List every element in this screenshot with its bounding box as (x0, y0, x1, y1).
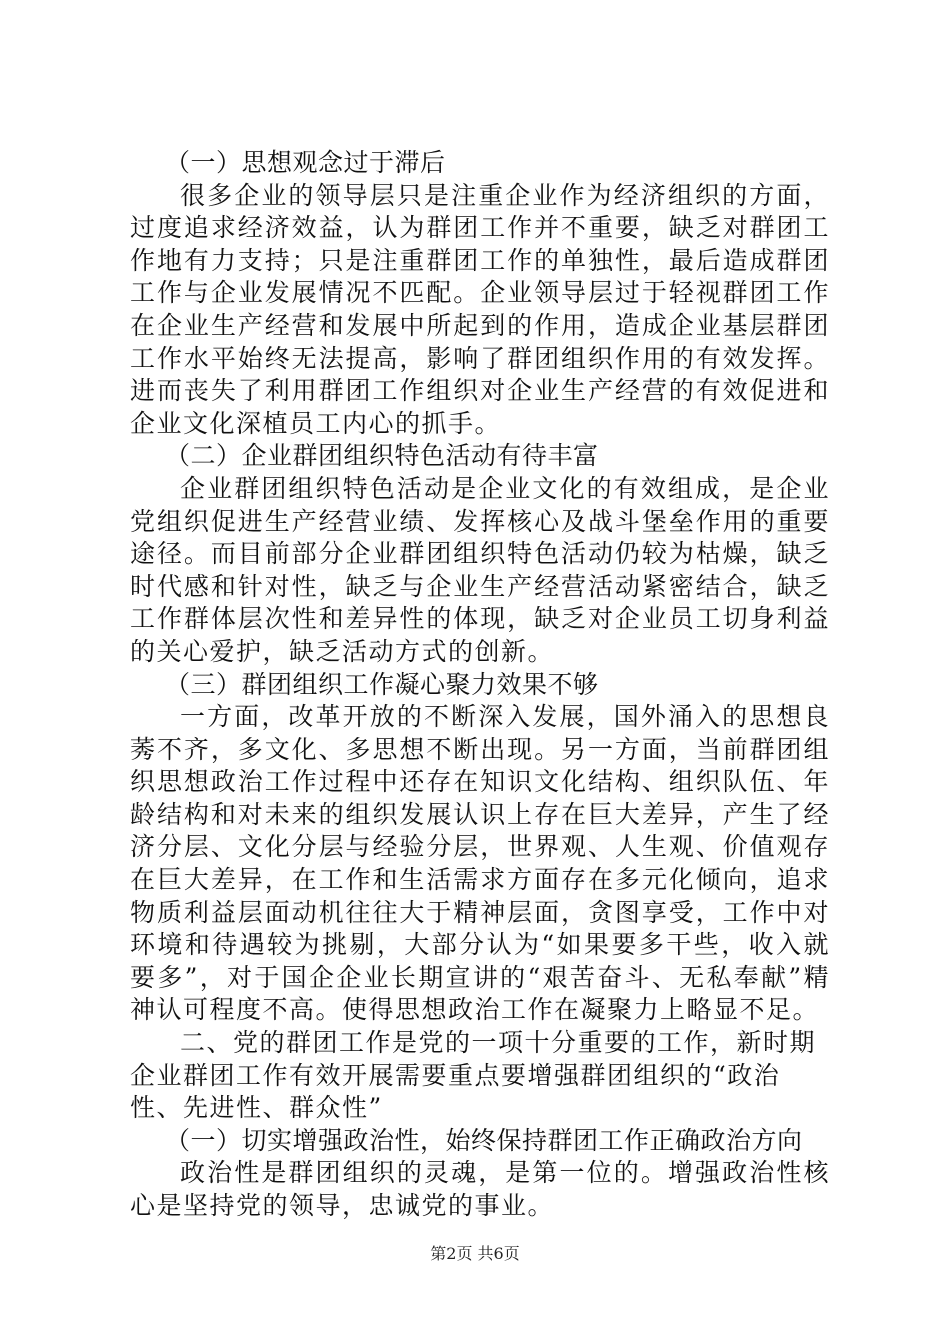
body-paragraph-2: 企业群团组织特色活动是企业文化的有效组成，是企业党组织促进生产经营业绩、发挥核心及战斗堡垒作用的重要途径。而目前部分企业群团组织特色活动仍较为枯燥，缺乏时代感和针对性，缺乏与企业生产经营活动紧密结合，缺乏工作群体层次性和差异性的体现，缺乏对企业员工切身利益的关心爱护，缺乏活动方式的创新。 (130, 473, 830, 666)
section-heading-2: （二）企业群团组织特色活动有待丰富 (165, 441, 599, 471)
body-paragraph-1: 很多企业的领导层只是注重企业作为经济组织的方面，过度追求经济效益，认为群团工作并不重要，缺乏对群团工作地有力支持；只是注重群团工作的单独性，最后造成群团工作与企业发展情况不匹配。企业领导层过于轻视群团工作在企业生产经营和发展中所起到的作用，造成企业基层群团工作水平始终无法提高，影响了群团组织作用的有效发挥。进而丧失了利用群团工作组织对企业生产经营的有效促进和企业文化深植员工内心的抓手。 (130, 180, 830, 438)
section-heading-4: （一）切实增强政治性，始终保持群团工作正确政治方向 (165, 1125, 803, 1155)
body-paragraph-4: 政治性是群团组织的灵魂，是第一位的。增强政治性核心是坚持党的领导，忠诚党的事业。 (130, 1158, 830, 1220)
section-heading-3: （三）群团组织工作凝心聚力效果不够 (165, 669, 599, 699)
document-body (130, 147, 830, 1223)
page-number-footer: 第2页 共6页 (430, 1244, 520, 1263)
section-heading-1: （一）思想观念过于滞后 (165, 148, 446, 177)
chapter-heading-2: 二、党的群团工作是党的一项十分重要的工作，新时期企业群团工作有效开展需要重点要增强群团组织的“政治性、先进性、群众性” (130, 1028, 817, 1123)
body-paragraph-3: 一方面，改革开放的不断深入发展，国外涌入的思想良莠不齐，多文化、多思想不断出现。另一方面，当前群团组织思想政治工作过程中还存在知识文化结构、组织队伍、年龄结构和对未来的组织发展认识上存在巨大差异，产生了经济分层、文化分层与经验分层，世界观、人生观、价值观存在巨大差异，在工作和生活需求方面存在多元化倾向，追求物质利益层面动机往往大于精神层面，贪图享受，工作中对环境和待遇较为挑剔，大部分认为“如果要多干些，收入就要多”，对于国企企业长期宣讲的“艰苦奋斗、无私奉献”精神认可程度不高。使得思想政治工作在凝聚力上略显不足。 (130, 702, 830, 1025)
